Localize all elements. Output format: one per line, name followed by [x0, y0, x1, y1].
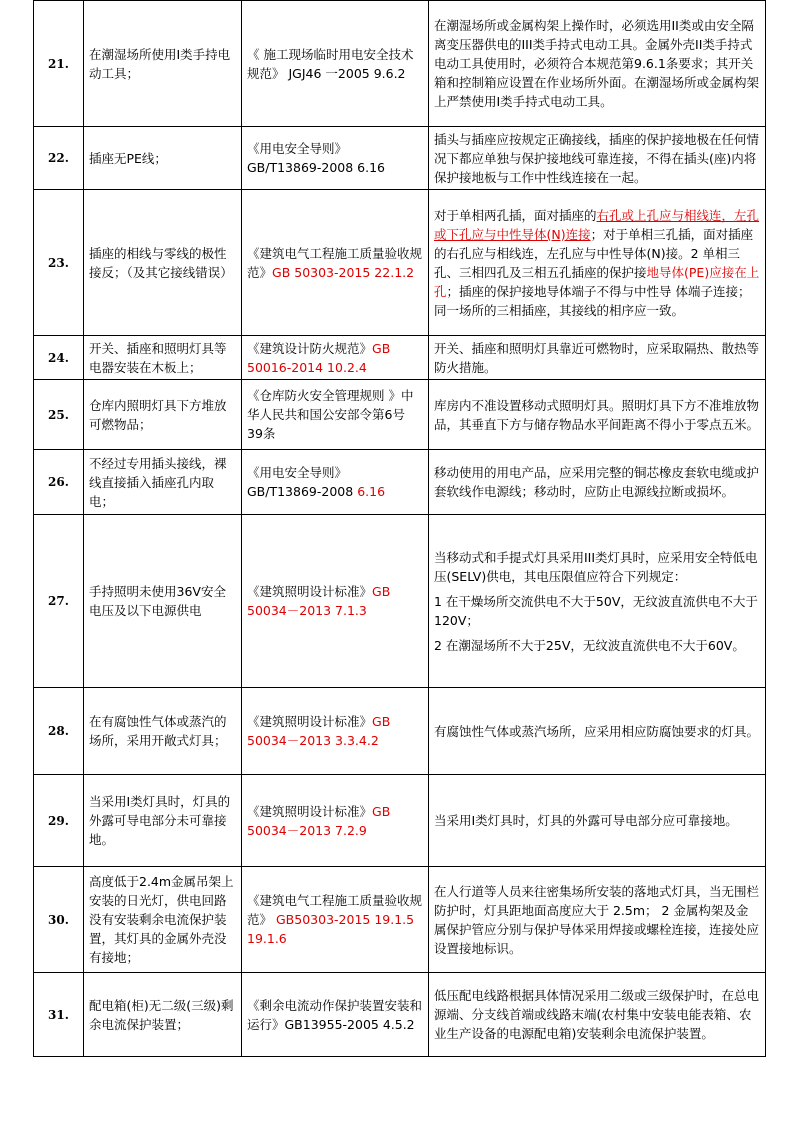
table-row [34, 127, 766, 190]
reference-text: 《用电安全导则》 GB/T13869-2008 [247, 465, 354, 499]
table-row [34, 973, 766, 1057]
issue-cell: 不经过专用插头接线，裸线直接插入插座孔内取电； [84, 450, 242, 515]
table-row [34, 450, 766, 515]
issue-cell: 开关、插座和照明灯具等电器安装在木板上； [84, 336, 242, 380]
issue-cell: 插座无PE线； [84, 127, 242, 190]
row-number: 24. [34, 336, 84, 380]
reference-cell [242, 867, 429, 973]
row-number: 30. [34, 867, 84, 973]
reference-code: 6.16 [357, 484, 386, 499]
requirement-text: 2 在潮湿场所不大于25V，无纹波直流供电不大于60V。 [434, 637, 745, 653]
reference-text: 《建筑照明设计标准》 [247, 803, 373, 819]
requirement-cell [429, 515, 766, 688]
reference-text: 《建筑设计防火规范》 [247, 340, 373, 356]
reference-text: 《用电安全导则》 GB/T13869-2008 6.16 [247, 141, 386, 175]
issue-cell: 当采用Ⅰ类灯具时，灯具的外露可导电部分未可靠接地。 [84, 775, 242, 867]
issue-cell: 在潮湿场所使用Ⅰ类手持电动工具； [84, 1, 242, 127]
reference-cell [242, 688, 429, 775]
reference-text: 《建筑电气工程施工质量验收规范》 [247, 893, 423, 927]
issue-cell: 仓库内照明灯具下方堆放可燃物品； [84, 380, 242, 450]
reference-text: 《剩余电流动作保护装置安装和运行》GB13955-2005 4.5.2 [247, 997, 423, 1032]
requirement-text: ；对于单相三孔插，面对插座的右孔应与相线连，左孔应与中性导体(N)接。2 单相三孔、三相四孔及三相五孔插座的保护接 [434, 226, 754, 280]
table-row [34, 867, 766, 973]
reference-cell [242, 775, 429, 867]
issue-cell: 高度低于2.4m金属吊架上安装的日光灯，供电回路没有安装剩余电流保护装置，其灯具的金属外壳没有接地； [84, 867, 242, 973]
table-row [34, 515, 766, 688]
issue-cell: 配电箱(柜)无二级(三级)剩余电流保护装置； [84, 973, 242, 1057]
requirement-cell: 开关、插座和照明灯具靠近可燃物时，应采取隔热、散热等防火措施。 [429, 336, 766, 380]
reference-text: 《建筑电气工程施工质量验收规范》 [247, 245, 423, 280]
reference-code: GB 50034－2013 7.2.9 [247, 803, 391, 838]
reference-code: GB50303-2015 19.1.5 19.1.6 [247, 912, 415, 946]
row-number: 28. [34, 688, 84, 775]
reference-code: GB 50303-2015 22.1.2 [272, 264, 415, 280]
reference-cell [242, 515, 429, 688]
requirement-cell: 插头与插座应按规定正确接线，插座的保护接地极在任何情况下都应单独与保护接地线可靠连接，不得在插头(座)内将保护接地板与工作中性线连接在一起。 [429, 127, 766, 190]
reference-code: GB 50034－2013 7.1.3 [247, 584, 391, 618]
reference-cell [242, 336, 429, 380]
requirement-text: 对于单相两孔插，面对插座的 [434, 207, 597, 223]
reference-cell [242, 1, 429, 127]
requirement-cell: 在人行道等人员来往密集场所安装的落地式灯具，当无围栏防护时，灯具距地面高度应大于 2.5m； 2 金属构架及金属保护管应分别与保护导体采用焊接或螺栓连接，连接处应设置接地标识。 [429, 867, 766, 973]
table-row [34, 688, 766, 775]
row-number: 31. [34, 973, 84, 1057]
row-number: 25. [34, 380, 84, 450]
requirement-cell: 当采用Ⅰ类灯具时，灯具的外露可导电部分应可靠接地。 [429, 775, 766, 867]
requirement-cell: 库房内不准设置移动式照明灯具。照明灯具下方不准堆放物品，其垂直下方与储存物品水平间距离不得小于零点五米。 [429, 380, 766, 450]
requirement-cell: 有腐蚀性气体或蒸汽场所，应采用相应防腐蚀要求的灯具。 [429, 688, 766, 775]
row-number: 23. [34, 190, 84, 336]
requirement-text: ；插座的保护接地导体端子不得与中性导 体端子连接；同一场所的三相插座，其接线的相序应一致。 [434, 283, 751, 318]
reference-text: 《仓库防火安全管理规则 》中华人民共和国公安部令第6号 39条 [247, 388, 414, 441]
requirement-highlight: 右孔或上孔应与相线连，左孔或下孔应与中性导体(N)连接 [434, 207, 760, 242]
requirement-cell: 移动使用的用电产品，应采用完整的铜芯橡皮套软电缆或护套软线作电源线；移动时，应防止电源线拉断或损坏。 [429, 450, 766, 515]
reference-text: 《建筑照明设计标准》 [247, 714, 373, 729]
table-row [34, 336, 766, 380]
reference-cell [242, 973, 429, 1057]
requirement-highlight: 地导体(PE)应接在上孔 [434, 264, 760, 299]
requirement-cell: 在潮湿场所或金属构架上操作时，必须选用II类或由安全隔离变压器供电的III类手持式电动工具。金属外壳II类手持式电动工具使用时，必须符合本规范第9.6.1条要求；其开关箱和控制箱应设置在作业场所外面。在潮湿场所或金属构架上严禁使用Ⅰ类手持式电动工具。 [429, 1, 766, 127]
reference-cell [242, 450, 429, 515]
reference-cell [242, 190, 429, 336]
row-number: 26. [34, 450, 84, 515]
issue-cell: 插座的相线与零线的极性接反；（及其它接线错误） [84, 190, 242, 336]
issue-cell: 手持照明未使用36V安全电压及以下电源供电 [84, 515, 242, 688]
reference-text: 《 施工现场临时用电安全技术规范》 JGJ46 一2005 9.6.2 [247, 46, 414, 81]
row-number: 21. [34, 1, 84, 127]
standards-table [33, 0, 766, 1057]
table-row [34, 380, 766, 450]
requirement-text: 当移动式和手提式灯具采用III类灯具时，应采用安全特低电压(SELV)供电，其电压限值应符合下列规定： [434, 549, 758, 584]
reference-cell [242, 127, 429, 190]
reference-code: GB 50016-2014 10.2.4 [247, 340, 391, 375]
requirement-text: 1 在干燥场所交流供电不大于50V，无纹波直流供电不大于120V； [434, 593, 758, 628]
reference-text: 《建筑照明设计标准》 [247, 584, 373, 599]
row-number: 27. [34, 515, 84, 688]
issue-cell: 在有腐蚀性气体或蒸汽的场所，采用开敞式灯具； [84, 688, 242, 775]
table-row [34, 1, 766, 127]
reference-cell [242, 380, 429, 450]
table-row [34, 775, 766, 867]
table-row [34, 190, 766, 336]
row-number: 29. [34, 775, 84, 867]
requirement-cell [429, 190, 766, 336]
row-number: 22. [34, 127, 84, 190]
requirement-cell: 低压配电线路根据具体情况采用二级或三级保护时，在总电源端、分支线首端或线路末端(农村集中安装电能表箱、农业生产设备的电源配电箱)安装剩余电流保护装置。 [429, 973, 766, 1057]
reference-code: GB 50034－2013 3.3.4.2 [247, 714, 391, 748]
